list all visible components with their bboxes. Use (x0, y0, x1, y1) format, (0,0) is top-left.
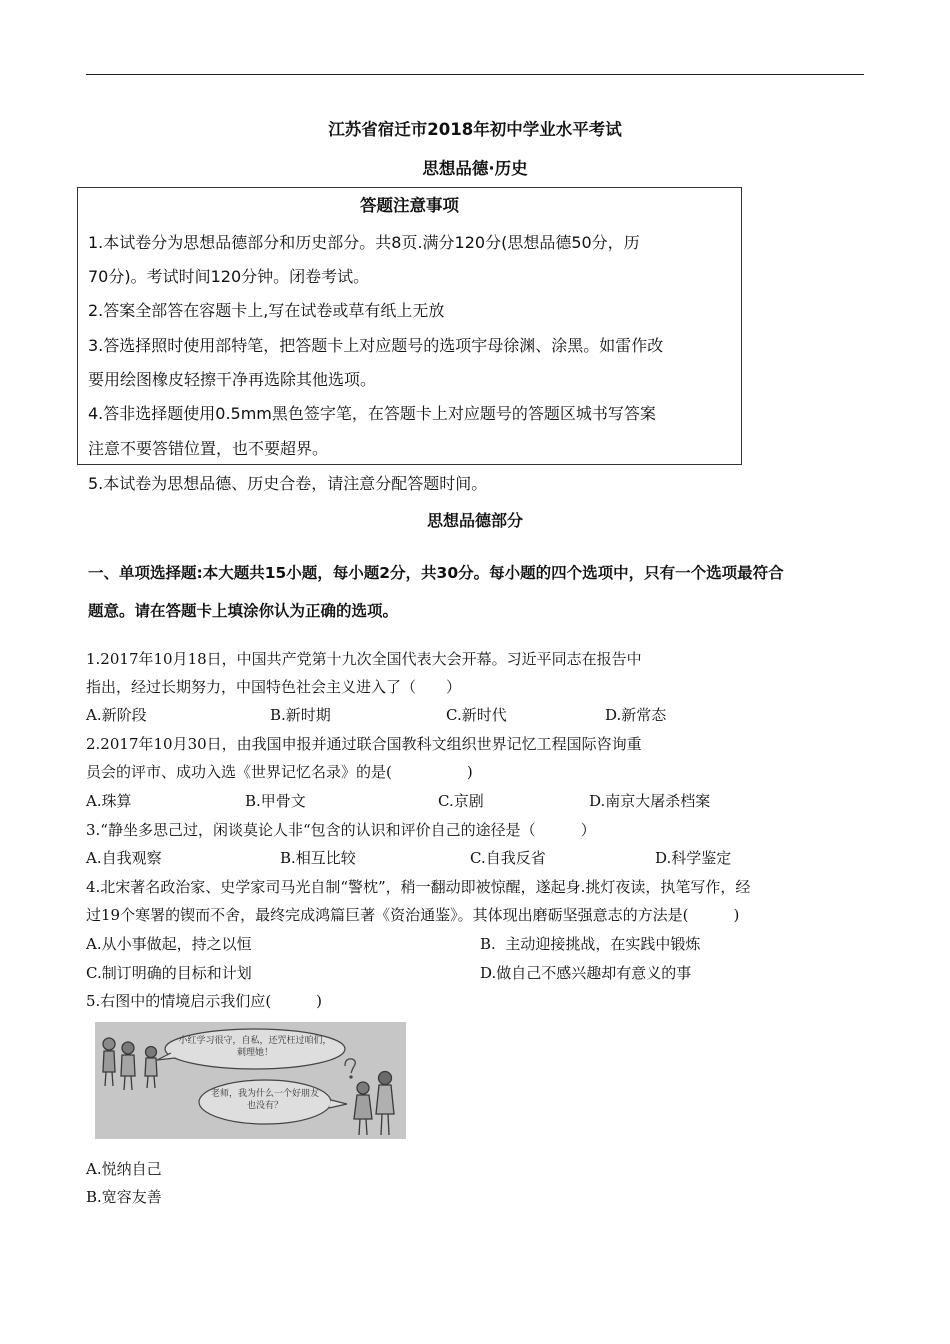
question-3-text: 3.“静坐多思己过，闲谈莫论人非“包含的认识和评价自己的途径是（ ） (86, 821, 596, 839)
question-2-option-d: D.南京大屠杀档案 (589, 792, 711, 810)
question-1-text: 1.2017年10月18日，中国共产党第十九次全国代表大会开幕。习近平同志在报告中 (86, 650, 642, 668)
question-2-option-c: C.京剧 (438, 792, 484, 810)
notice-line: 注意不要答错位置，也不要超界。 (88, 439, 329, 458)
question-4-text: 4.北宋著名政治家、史学家司马光自制“警枕”，稍一翻动即被惊醒，遂起身.挑灯夜读，执笔写作，经 (86, 878, 751, 896)
question-5-option-b: B.宽容友善 (86, 1188, 162, 1206)
cartoon-bubble-2-text: 老师，我为什么一个好朋友也没有？ (210, 1089, 319, 1111)
question-4-option-a: A.从小事做起，持之以恒 (86, 935, 252, 953)
question-4-option-b: B. 主动迎接挑战，在实践中锻炼 (480, 935, 701, 953)
notice-line: 2.答案全部答在容题卡上,写在试卷或草有纸上无放 (88, 301, 445, 320)
question-3-option-a: A.自我观察 (86, 849, 162, 867)
question-4-option-d: D.做自己不感兴趣却有意义的事 (480, 964, 692, 982)
question-3-option-d: D.科学鉴定 (655, 849, 732, 867)
notice-line: 3.答选择照时使用部特笔，把答题卡上对应题号的选项宇母徐渊、涂黑。如雷作改 (88, 336, 664, 355)
question-3-option-c: C.自我反省 (470, 849, 546, 867)
notice-heading: 答题注意事项 (360, 196, 459, 215)
question-2-option-a: A.珠算 (86, 792, 132, 810)
question-1-option-d: D.新常态 (605, 706, 667, 724)
question-1-option-b: B.新时期 (270, 706, 331, 724)
notice-line: 要用绘图橡皮轻擦干净再选除其他选项。 (88, 370, 377, 389)
question-4-option-c: C.制订明确的目标和计划 (86, 964, 252, 982)
question-1-option-c: C.新时代 (446, 706, 507, 724)
top-rule (86, 74, 864, 75)
notice-line: 70分)。考试时间120分钟。闭卷考试。 (88, 267, 370, 286)
section-title: 思想品德部分 (426, 511, 523, 530)
question-5-text: 5.右图中的情境启示我们应( ) (86, 992, 323, 1010)
section-instruction: 题意。请在答题卡上填涂你认为正确的选项。 (88, 602, 399, 620)
cartoon-bubble-1-text: 小红学习很守，自私，还咒枉过咱们，刺理她！ (178, 1036, 332, 1058)
notice-line: 4.答非选择题使用0.5mm黑色签字笔，在答题卡上对应题号的答题区城书写答案 (88, 404, 656, 423)
question-2-option-b: B.甲骨文 (245, 792, 306, 810)
notice-line: 1.本试卷分为思想品德部分和历史部分。共8页.满分120分(思想品德50分，历 (88, 233, 640, 252)
notice-line-outside: 5.本试卷为思想品德、历史合卷，请注意分配答题时间。 (88, 474, 488, 493)
question-2-text: 员会的评市、成功入选《世界记忆名录》的是( ) (86, 763, 473, 781)
question-4-text: 过19个寒署的锲而不舍，最终完成鸿篇巨著《资治通鉴》。其体现出磨砺坚强意志的方法是( ) (86, 906, 740, 924)
question-2-text: 2.2017年10月30日，由我国申报并通过联合国教科文组织世界记忆工程国际咨询重 (86, 735, 642, 753)
question-1-option-a: A.新阶段 (86, 706, 147, 724)
cartoon-image (95, 1022, 406, 1139)
question-1-text: 指出，经过长期努力，中国特色社会主义进入了（ ） (86, 678, 462, 696)
exam-title: 江苏省宿迁市2018年初中学业水平考试 (328, 120, 622, 139)
question-5-option-a: A.悦纳自己 (86, 1160, 162, 1178)
section-instruction: 一、单项选择题:本大题共15小题，每小题2分，共30分。每小题的四个选项中，只有一个选项最符合 (88, 564, 784, 582)
exam-subtitle: 思想品德·历史 (422, 159, 528, 178)
question-3-option-b: B.相互比较 (280, 849, 356, 867)
